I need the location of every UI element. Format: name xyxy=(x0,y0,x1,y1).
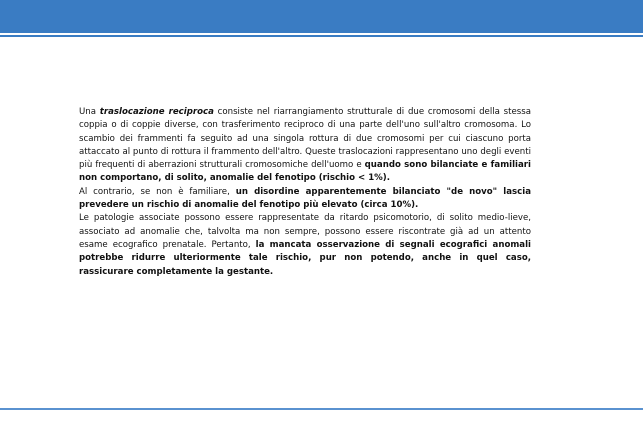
header-bar xyxy=(0,0,643,33)
header-divider xyxy=(0,35,643,37)
paragraph-bold-statement: la mancata osservazione di segnali ecografici anomali potrebbe ridurre ulteriormente tale rischio, pur non potendo, anche in quel caso, rassicurare completamente la gestante. xyxy=(79,239,531,277)
paragraph-bold-statement: un disordine apparentemente bilanciato "de novo" lascia prevedere un rischio di anomalie del fenotipo più elevato (circa 10%). xyxy=(79,186,531,211)
paragraph-intro: Una xyxy=(79,107,100,117)
paragraph-text: consiste nel riarrangiamento strutturale di due cromosomi della stessa coppia o di coppie diverse, con trasferimento reciproco di una parte dell'uno sull'altro cromosoma. Lo scambio dei frammenti fa seguito ad una singola rottura di due cromosomi per cui ciascuno porta attaccato al punto di rottura il frammento dell'altro. Queste traslocazioni rappresentano uno degli eventi più frequenti di aberrazioni strutturali cromosomiche dell'uomo e xyxy=(79,107,531,171)
slide-body xyxy=(79,106,531,279)
paragraph-de-novo xyxy=(79,186,531,213)
paragraph-text: Le patologie associate possono essere rappresentate da ritardo psicomotorio, di solito medio-lieve, associato ad anomalie che, talvolta ma non sempre, possono essere riscontrate già ad un attento esame ecografico prenatale. Pertanto, xyxy=(79,213,531,250)
footer-divider xyxy=(0,408,643,410)
paragraph-translocation xyxy=(79,106,531,186)
paragraph-bold-statement: quando sono bilanciate e familiari non comportano, di solito, anomalie del fenotipo (rischio < 1%). xyxy=(79,160,531,184)
paragraph-pathologies xyxy=(79,212,531,278)
term-reciprocal-translocation: traslocazione reciproca xyxy=(99,107,214,117)
paragraph-text: Al contrario, se non è familiare, xyxy=(79,186,236,197)
